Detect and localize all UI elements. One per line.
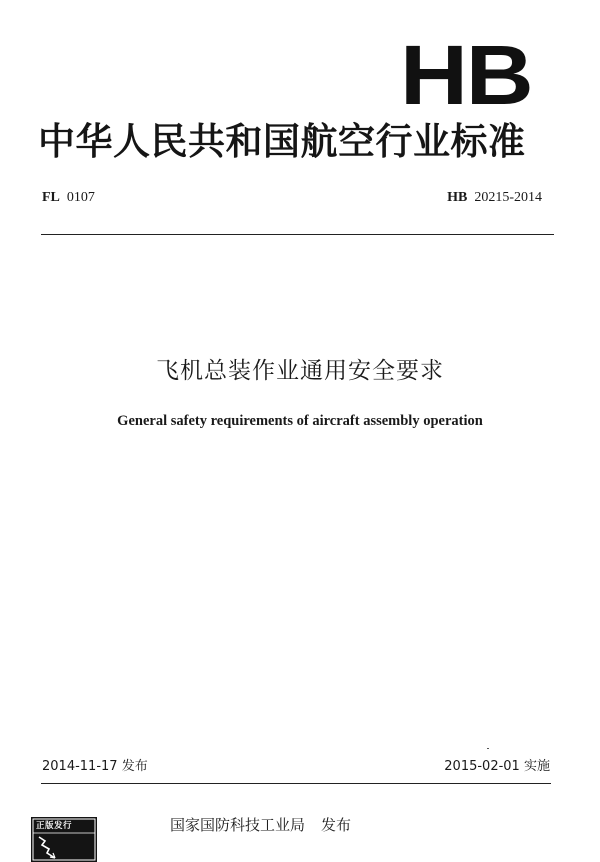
scan-speck <box>487 748 489 749</box>
issuing-authority: 国家国防科技工业局 <box>170 816 306 834</box>
classification-code <box>42 189 95 207</box>
issue-date <box>42 758 148 776</box>
publisher-line <box>170 815 490 835</box>
classification-number: 0107 <box>66 190 95 205</box>
document-title-chinese: 飞机总装作业通用安全要求 <box>156 358 444 384</box>
issue-date-value: 2014-11-17 <box>42 759 118 774</box>
implementation-date <box>408 758 550 776</box>
issue-label: 发布 <box>121 759 148 774</box>
header-divider <box>41 234 554 235</box>
standard-prefix: HB <box>447 190 468 205</box>
implementation-label: 实施 <box>523 759 550 774</box>
implementation-date-value: 2015-02-01 <box>444 759 520 774</box>
classification-prefix: FL <box>42 190 60 205</box>
hb-logo: HB <box>400 28 532 122</box>
document-title-english: General safety requirements of aircraft assembly operation <box>117 413 483 429</box>
standard-number: 20215-2014 <box>474 190 542 205</box>
publish-label: 发布 <box>321 816 352 834</box>
standard-category-title: 中华人民共和国航空行业标准 <box>38 120 526 163</box>
standard-code <box>410 189 542 207</box>
genuine-edition-stamp <box>31 817 97 862</box>
stamp-text: 正版发行 <box>36 821 73 831</box>
footer-divider <box>41 783 551 784</box>
